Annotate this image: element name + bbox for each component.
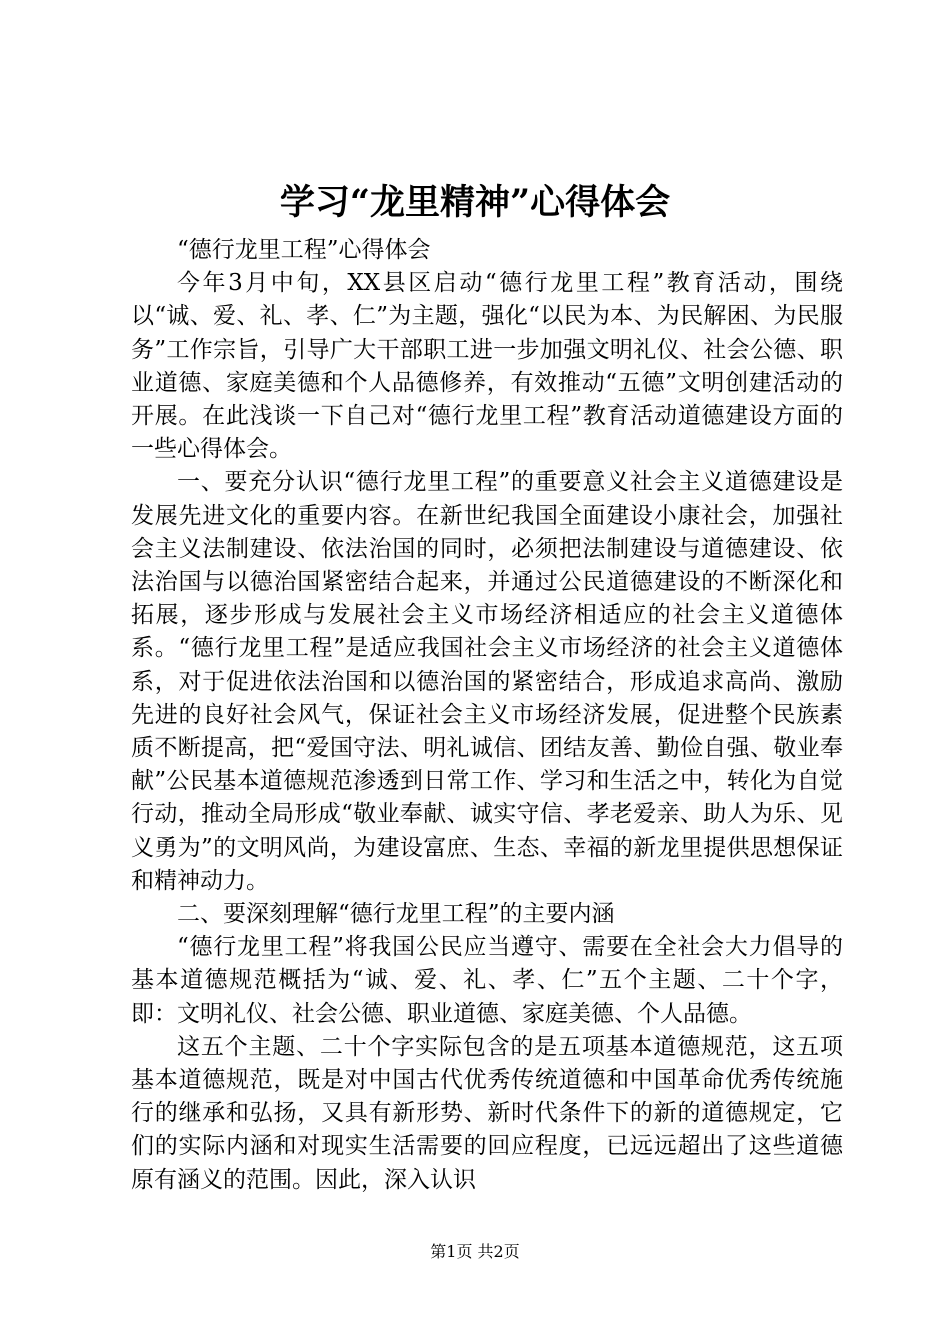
paragraph-subtitle: “德行龙里工程”心得体会 bbox=[177, 237, 431, 263]
section-heading: 二、要深刻理解“德行龙里工程”的主要内涵 bbox=[177, 901, 615, 928]
paragraph: “德行龙里工程”将我国公民应当遵守、需要在全社会大力倡导的基本道德规范概括为“诚、爱、礼、孝、仁”五个主题、二十个字，即：文明礼仪、社会公德、职业道德、家庭美德、个人品德。 bbox=[131, 934, 843, 1027]
paragraph: 今年3月中旬，XX县区启动“德行龙里工程”教育活动，围绕以“诚、爱、礼、孝、仁”为主题，强化“以民为本、为民解困、为民服务”工作宗旨，引导广大干部职工进一步加强文明礼仪、社会公德、职业道德、家庭美德和个人品德修养，有效推动“五德”文明创建活动的开展。在此浅谈一下自己对“德行龙里工程”教育活动道德建设方面的一些心得体会。 bbox=[131, 270, 843, 463]
paragraph: 这五个主题、二十个字实际包含的是五项基本道德规范，这五项基本道德规范，既是对中国古代优秀传统道德和中国革命优秀传统施行的继承和弘扬，又具有新形势、新时代条件下的新的道德规定，它们的实际内涵和对现实生活需要的回应程度，已远远超出了这些道德原有涵义的范围。因此，深入认识 bbox=[131, 1033, 843, 1193]
document-body bbox=[131, 234, 843, 1197]
page-title: 学习“龙里精神”心得体会 bbox=[279, 182, 671, 223]
page-number-footer: 第1页 共2页 bbox=[430, 1242, 520, 1261]
paragraph: 一、要充分认识“德行龙里工程”的重要意义社会主义道德建设是发展先进文化的重要内容。在新世纪我国全面建设小康社会，加强社会主义法制建设、依法治国的同时，必须把法制建设与道德建设、依法治国与以德治国紧密结合起来，并通过公民道德建设的不断深化和拓展，逐步形成与发展社会主义市场经济相适应的社会主义道德体系。“德行龙里工程”是适应我国社会主义市场经济的社会主义道德体系，对于促进依法治国和以德治国的紧密结合，形成追求高尚、激励先进的良好社会风气，保证社会主义市场经济发展，促进整个民族素质不断提高，把“爱国守法、明礼诚信、团结友善、勤俭自强、敬业奉献”公民基本道德规范渗透到日常工作、学习和生活之中，转化为自觉行动，推动全局形成“敬业奉献、诚实守信、孝老爱亲、助人为乐、见义勇为”的文明风尚，为建设富庶、生态、幸福的新龙里提供思想保证和精神动力。 bbox=[131, 469, 843, 894]
